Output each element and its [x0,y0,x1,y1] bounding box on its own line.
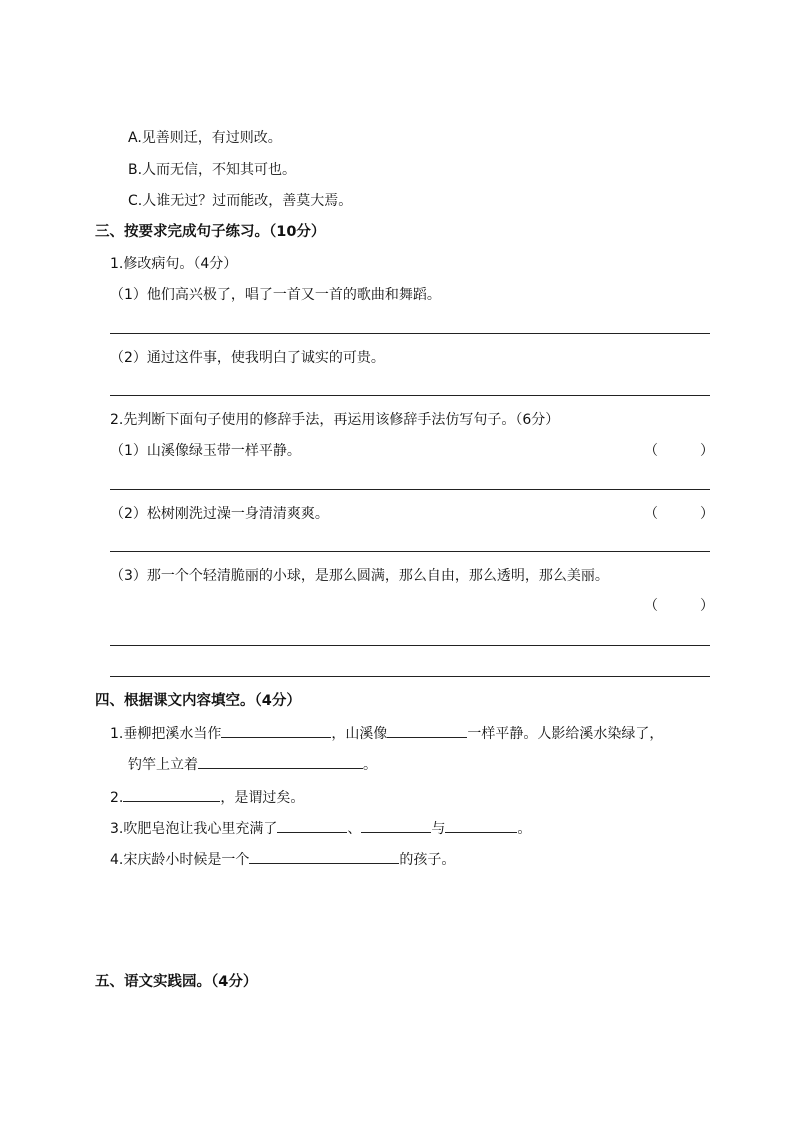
paren-open: （ [644,598,658,614]
answer-line[interactable] [110,645,710,646]
section3-heading: 三、按要求完成句子练习。（10分） [95,224,326,240]
fill-blank[interactable] [361,818,431,833]
fill-q1-line2: 钓竿上立着 。 [128,754,377,774]
paren-close: ） [700,506,714,522]
section4-heading: 四、根据课文内容填空。（4分） [95,693,301,709]
paren-open: （ [644,506,658,522]
fill-q4: 4.宋庆龄小时候是一个 的孩子。 [110,849,455,869]
fill-q1-line1: 1.垂柳把溪水当作 ，山溪像 一样平静。人影给溪水染绿了， [110,723,663,743]
answer-line[interactable] [110,489,710,490]
answer-line[interactable] [110,333,710,334]
answer-line[interactable] [110,395,710,396]
fill-blank[interactable] [123,787,220,802]
q2-item1: （1）山溪像绿玉带一样平静。 [110,443,301,459]
q2-item2: （2）松树刚洗过澡一身清清爽爽。 [110,506,329,522]
q2-title: 2.先判断下面句子使用的修辞手法，再运用该修辞手法仿写句子。（6分） [110,412,560,428]
q2-item3: （3）那一个个轻清脆丽的小球，是那么圆满，那么自由，那么透明，那么美丽。 [110,568,609,584]
option-c: C.人谁无过？过而能改，善莫大焉。 [128,193,353,209]
fill-blank[interactable] [221,723,331,738]
fill-q3: 3.吹肥皂泡让我心里充满了 、 与 。 [110,818,531,838]
fill-blank[interactable] [277,818,347,833]
section5-heading: 五、语文实践园。（4分） [95,974,258,990]
q1-item1: （1）他们高兴极了，唱了一首又一首的歌曲和舞蹈。 [110,287,441,303]
fill-blank[interactable] [198,754,363,769]
paren-close: ） [700,443,714,459]
q1-item2: （2）通过这件事，使我明白了诚实的可贵。 [110,350,385,366]
fill-q2: 2. ，是谓过矣。 [110,787,304,807]
q1-title: 1.修改病句。（4分） [110,256,238,272]
option-b: B.人而无信，不知其可也。 [128,162,297,178]
option-a: A.见善则迁，有过则改。 [128,130,282,146]
answer-line[interactable] [110,676,710,677]
paren-close: ） [700,598,714,614]
answer-line[interactable] [110,551,710,552]
fill-blank[interactable] [445,818,517,833]
fill-blank[interactable] [249,849,399,864]
fill-blank[interactable] [387,723,467,738]
paren-open: （ [644,443,658,459]
